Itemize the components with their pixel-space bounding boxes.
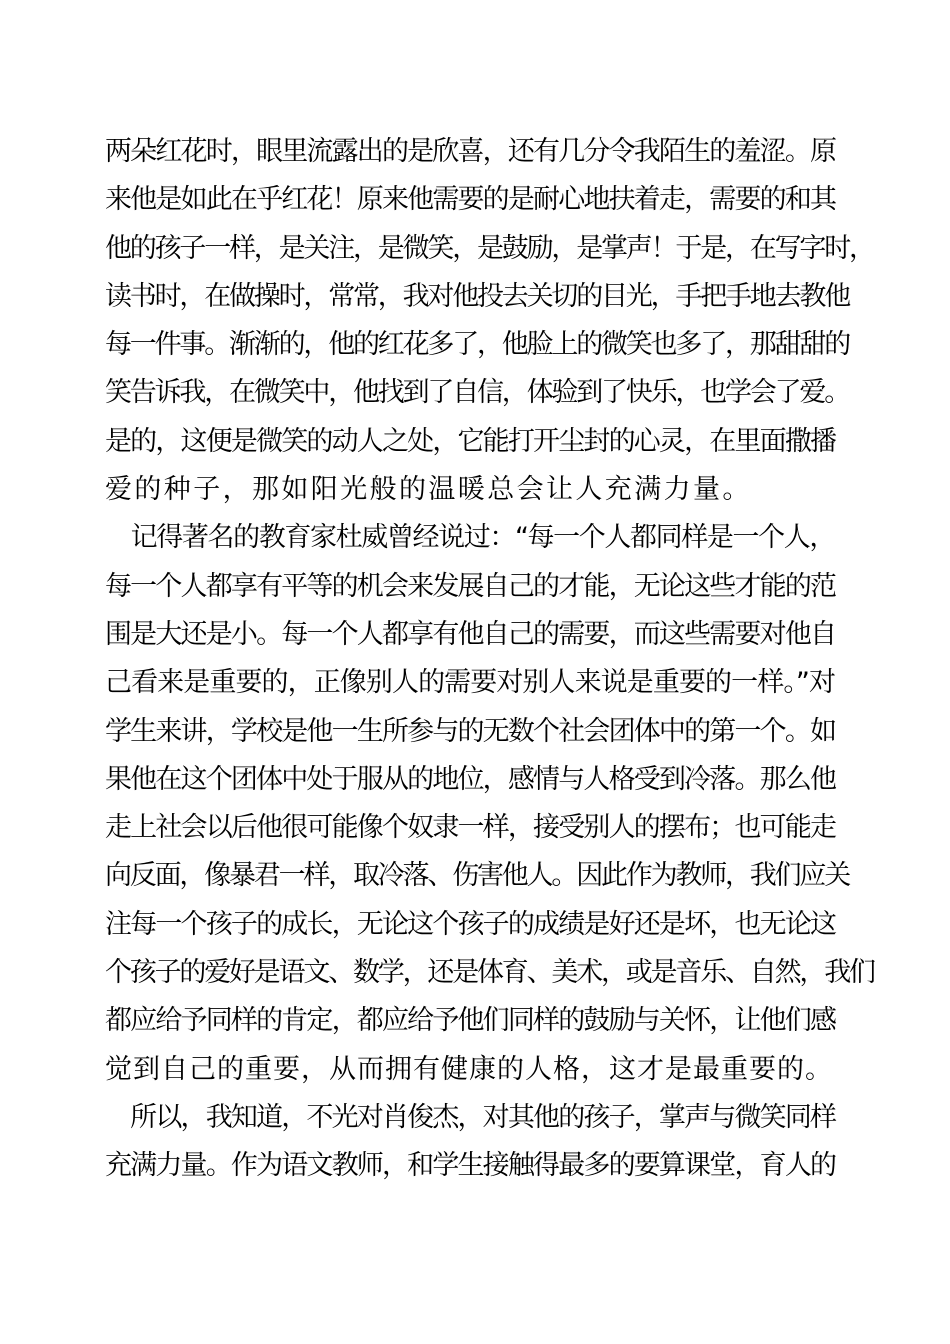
text-line: 觉到自己的重要，从而拥有健康的人格，这才是最重要的。 <box>105 1053 833 1085</box>
text-line: 每一个人都享有平等的机会来发展自己的才能，无论这些才能的范 <box>105 570 835 602</box>
body-text <box>105 128 874 1191</box>
text-line: 围是大还是小。每一个人都享有他自己的需要，而这些需要对他自 <box>105 618 835 650</box>
text-line: 两朵红花时，眼里流露出的是欣喜，还有几分令我陌生的羞涩。原 <box>105 136 835 167</box>
text-line: 记得著名的教育家杜威曾经说过：“每一个人都同样是一个人， <box>105 522 835 554</box>
text-line: 来他是如此在乎红花！原来他需要的是耐心地扶着走，需要的和其 <box>105 184 835 216</box>
text-line: 是的，这便是微笑的动人之处，它能打开尘封的心灵，在里面撒播 <box>105 425 835 457</box>
text-line: 注每一个孩子的成长，无论这个孩子的成绩是好还是坏，也无论这 <box>105 908 835 940</box>
text-line: 所以，我知道，不光对肖俊杰，对其他的孩子，掌声与微笑同样 <box>105 1101 835 1133</box>
text-line: 走上社会以后他很可能像个奴隶一样，接受别人的摆布；也可能走 <box>105 812 835 844</box>
text-line: 学生来讲，学校是他一生所参与的无数个社会团体中的第一个。如 <box>105 715 835 747</box>
text-line: 他的孩子一样，是关注，是微笑，是鼓励，是掌声！于是，在写字时， <box>105 232 874 264</box>
text-line: 果他在这个团体中处于服从的地位，感情与人格受到冷落。那么他 <box>105 763 835 795</box>
text-line: 都应给予同样的肯定，都应给予他们同样的鼓励与关怀，让他们感 <box>105 1005 835 1037</box>
text-line: 向反面，像暴君一样，取冷落、伤害他人。因此作为教师，我们应关 <box>105 860 849 892</box>
text-line: 每一件事。渐渐的，他的红花多了，他脸上的微笑也多了，那甜甜的 <box>105 329 849 361</box>
text-line: 读书时，在做操时，常常，我对他投去关切的目光，手把手地去教他 <box>105 280 849 312</box>
text-line: 笑告诉我，在微笑中，他找到了自信，体验到了快乐，也学会了爱。 <box>105 377 849 409</box>
text-line: 充满力量。作为语文教师，和学生接触得最多的要算课堂，育人的 <box>105 1150 835 1182</box>
text-line: 己看来是重要的，正像别人的需要对别人来说是重要的一样。”对 <box>105 667 835 699</box>
text-line: 个孩子的爱好是语文、数学，还是体育、美术，或是音乐、自然，我们 <box>105 957 874 989</box>
text-line: 爱的种子，那如阳光般的温暖总会让人充满力量。 <box>105 474 752 506</box>
